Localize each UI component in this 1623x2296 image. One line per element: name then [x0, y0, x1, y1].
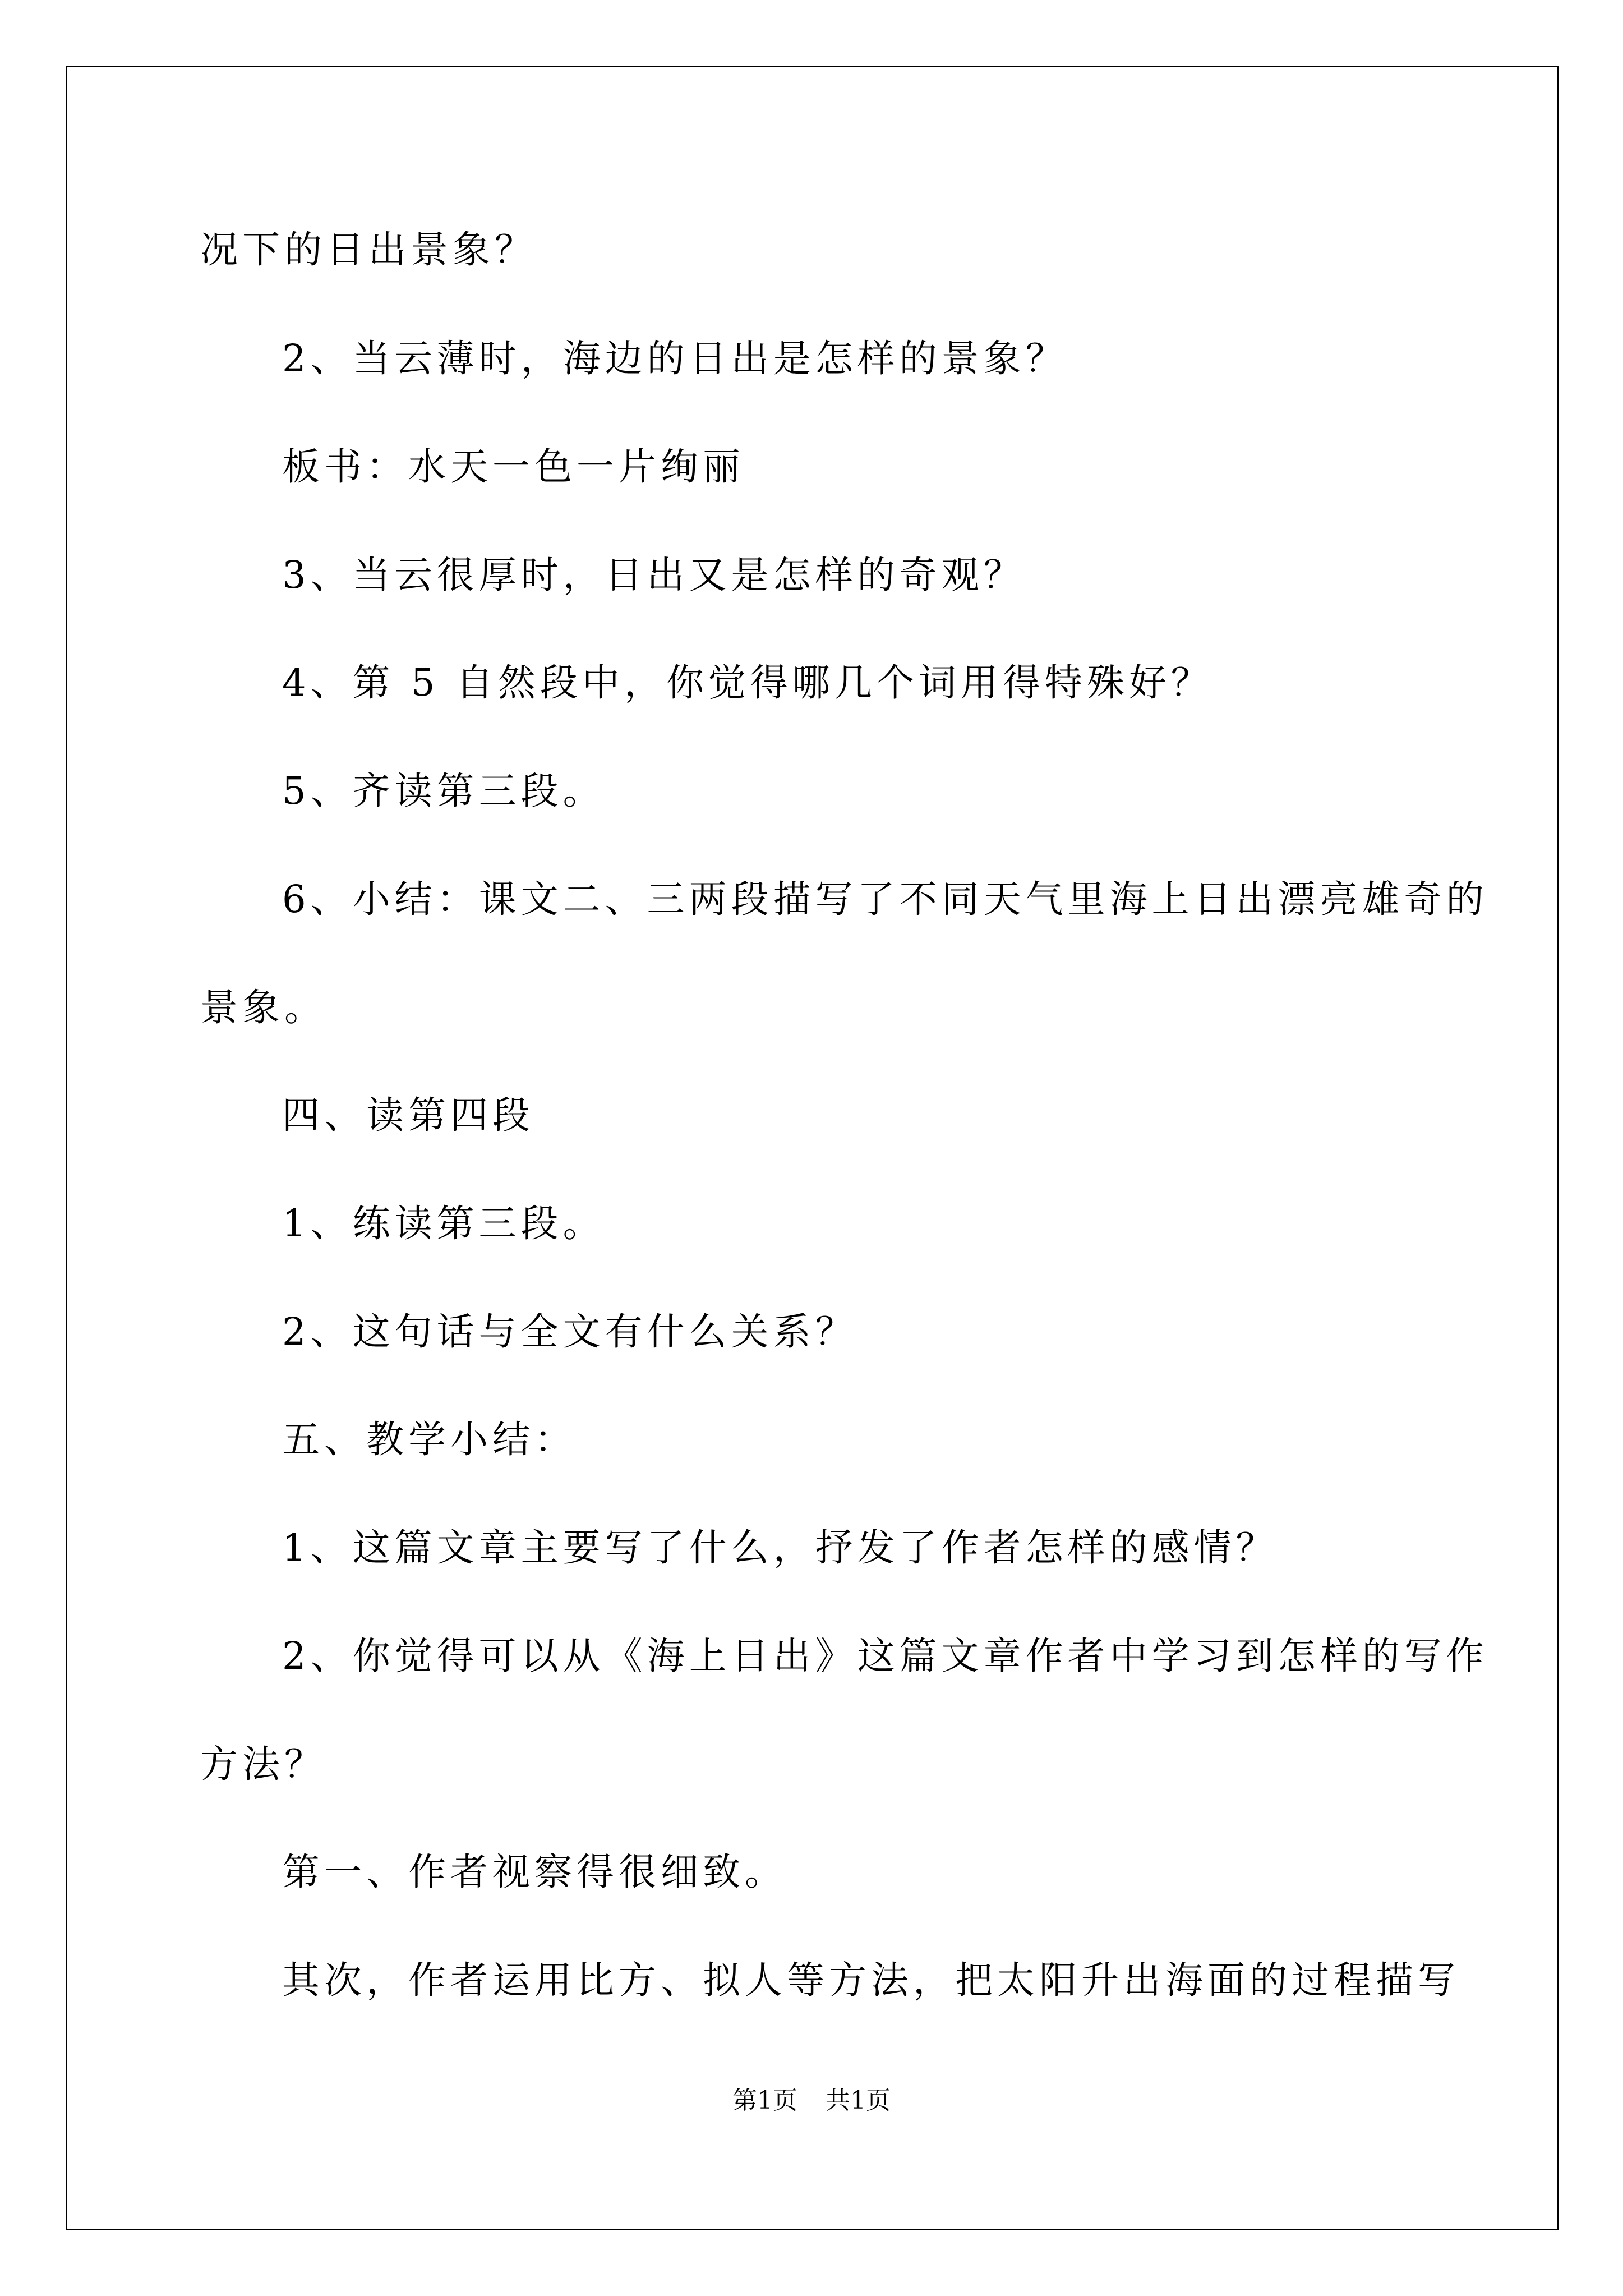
- text-line: 1、练读第三段。: [282, 1202, 605, 1245]
- text-line: 4、第 5 自然段中，你觉得哪几个词用得特殊好？: [282, 661, 1213, 705]
- text-line: 方法？: [200, 1742, 326, 1786]
- text-line: 第一、作者视察得很细致。: [282, 1850, 787, 1894]
- current-page-label: 第1页: [732, 2086, 797, 2115]
- text-line: 况下的日出景象？: [200, 228, 537, 272]
- text-line: 2、这句话与全文有什么关系？: [282, 1310, 857, 1354]
- text-line: 6、小结：课文二、三两段描写了不同天气里海上日出漂亮雄奇的: [282, 877, 1488, 921]
- page-footer: [0, 2084, 1623, 2118]
- text-line: 2、当云薄时，海边的日出是怎样的景象？: [282, 337, 1068, 380]
- text-line: 板书：水天一色一片绚丽: [282, 445, 745, 489]
- text-line: 四、读第四段: [282, 1093, 534, 1137]
- text-line: 2、你觉得可以从《海上日出》这篇文章作者中学习到怎样的写作: [282, 1634, 1488, 1678]
- total-pages-label: 共1页: [826, 2086, 891, 2115]
- text-line: 3、当云很厚时，日出又是怎样的奇观？: [282, 553, 1026, 597]
- text-line: 5、齐读第三段。: [282, 769, 605, 813]
- page-border: [66, 66, 1559, 2230]
- text-line: 景象。: [200, 986, 326, 1029]
- text-line: 1、这篇文章主要写了什么，抒发了作者怎样的感情？: [282, 1526, 1278, 1570]
- text-line: 五、教学小结：: [282, 1418, 577, 1461]
- text-line: 其次，作者运用比方、拟人等方法，把太阳升出海面的过程描写: [282, 1958, 1460, 2002]
